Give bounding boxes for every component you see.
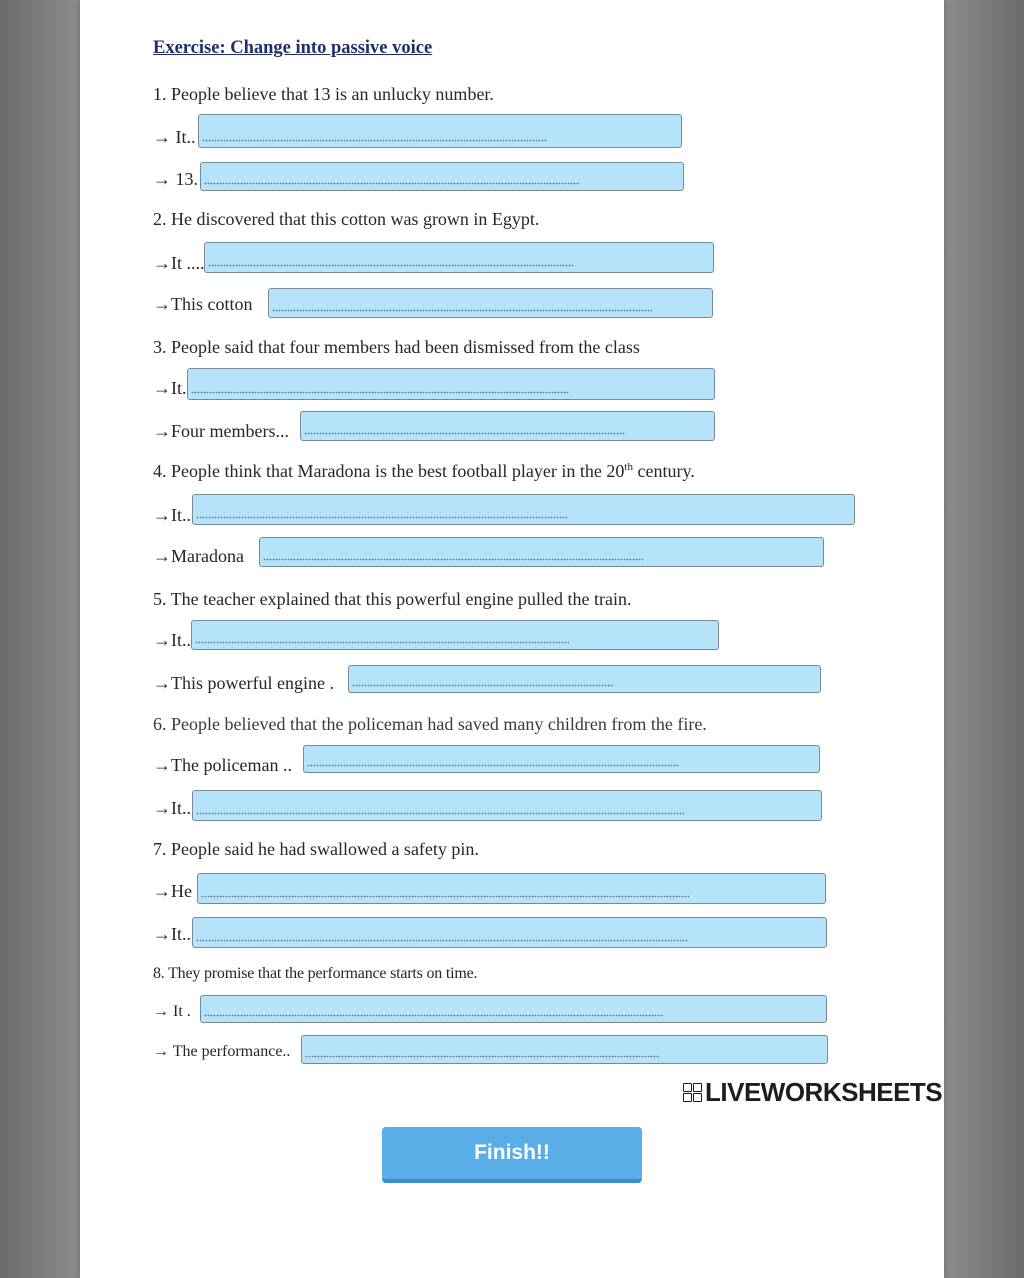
answer-8a-input[interactable] [200, 995, 827, 1023]
question-5: 5. The teacher explained that this powerful engine pulled the train. [153, 589, 632, 609]
finish-button[interactable]: Finish!! [382, 1127, 642, 1183]
question-2: 2. He discovered that this cotton was grown in Egypt. [153, 209, 540, 229]
answer-8a-prompt: → It . [153, 1003, 191, 1020]
background-right [944, 0, 1024, 1278]
answer-2b-input[interactable] [268, 288, 713, 318]
answer-1b-prompt: → 13. [153, 169, 198, 189]
question-6: 6. People believed that the policeman had saved many children from the fire. [153, 714, 707, 734]
cropped-title [340, 0, 650, 4]
answer-2a-prompt: →It .... [153, 253, 205, 273]
background-left [0, 0, 80, 1278]
answer-7b-prompt: →It.. [153, 924, 191, 944]
answer-5a-input[interactable] [191, 620, 719, 650]
answer-7b-input[interactable] [192, 917, 827, 948]
answer-4a-input[interactable] [192, 494, 855, 525]
answer-2a-input[interactable] [204, 242, 714, 273]
answer-4b-input[interactable] [259, 537, 824, 567]
logo-text: LIVEWORKSHEETS [705, 1077, 943, 1107]
answer-1a-prompt: → It.. [153, 127, 196, 147]
answer-6a-input[interactable] [303, 745, 820, 773]
answer-6b-input[interactable] [192, 790, 822, 821]
answer-3b-prompt: →Four members... [153, 421, 289, 441]
answer-7a-prompt: →He [153, 881, 192, 901]
answer-3a-prompt: →It. [153, 378, 187, 398]
question-4: 4. People think that Maradona is the best football player in the 20th century. [153, 461, 695, 481]
answer-4b-prompt: →Maradona [153, 546, 244, 566]
exercise-title: Exercise: Change into passive voice [153, 38, 433, 58]
liveworksheets-logo [683, 1077, 942, 1108]
question-7: 7. People said he had swallowed a safety pin. [153, 839, 479, 859]
answer-5b-input[interactable] [348, 665, 821, 693]
answer-8b-prompt: → The performance.. [153, 1043, 291, 1060]
answer-8b-input[interactable] [301, 1035, 828, 1064]
answer-3b-input[interactable] [300, 411, 715, 441]
question-3: 3. People said that four members had been dismissed from the class [153, 337, 640, 357]
answer-5b-prompt: →This powerful engine . [153, 673, 334, 693]
answer-4a-prompt: →It.. [153, 505, 191, 525]
question-8: 8. They promise that the performance starts on time. [153, 965, 478, 982]
answer-1a-input[interactable] [198, 114, 682, 148]
answer-6a-prompt: →The policeman .. [153, 755, 292, 775]
answer-1b-input[interactable] [200, 162, 684, 191]
liveworksheets-grid-icon [683, 1083, 702, 1102]
answer-7a-input[interactable] [197, 873, 826, 904]
answer-2b-prompt: →This cotton [153, 294, 253, 314]
answer-6b-prompt: →It.. [153, 798, 191, 818]
answer-3a-input[interactable] [187, 368, 715, 400]
answer-5a-prompt: →It.. [153, 630, 191, 650]
question-1: 1. People believe that 13 is an unlucky number. [153, 84, 494, 104]
